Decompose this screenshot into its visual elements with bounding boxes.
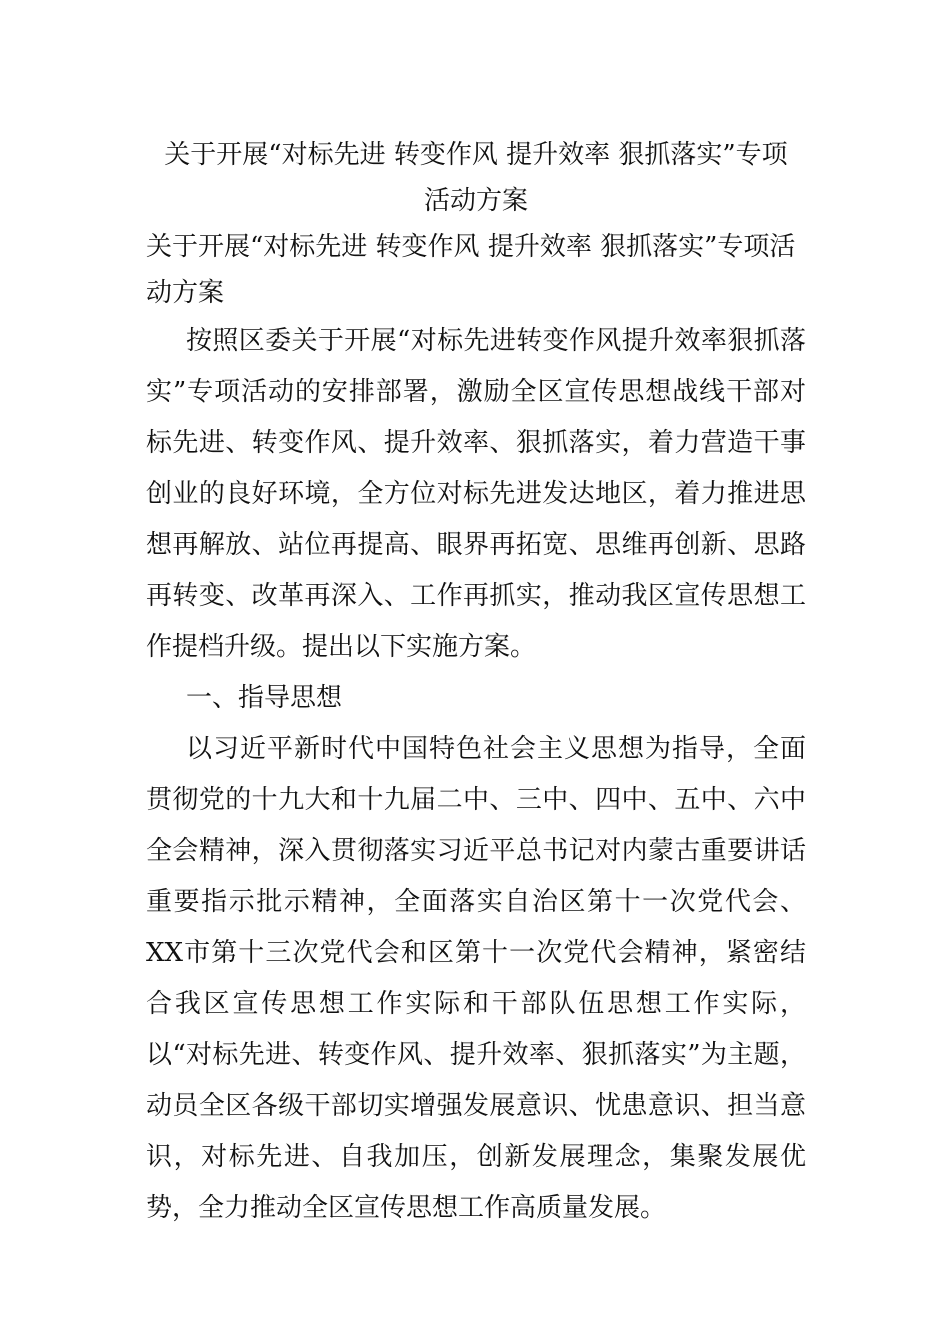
- document-title-line-2: 活动方案: [423, 186, 528, 216]
- document-body: [146, 132, 806, 1234]
- document-subtitle: 关于开展“对标先进 转变作风 提升效率 狠抓落实”专项活动方案: [146, 232, 796, 308]
- document-title-line-1: 关于开展“对标先进 转变作风 提升效率 狠抓落实”专项: [164, 140, 788, 170]
- section-1-heading: 一、指导思想: [186, 683, 343, 713]
- document-title: [146, 132, 806, 224]
- intro-paragraph: 按照区委关于开展“对标先进转变作风提升效率狠抓落实”专项活动的安排部署，激励全区宣传思想战线干部对标先进、转变作风、提升效率、狠抓落实，着力营造干事创业的良好环境，全方位对标先进发达地区，着力推进思想再解放、站位再提高、眼界再拓宽、思维再创新、思路再转变、改革再深入、工作再抓实，推动我区宣传思想工作提档升级。提出以下实施方案。: [146, 326, 806, 662]
- section-1-paragraph: 以习近平新时代中国特色社会主义思想为指导，全面贯彻党的十九大和十九届二中、三中、四中、五中、六中全会精神，深入贯彻落实习近平总书记对内蒙古重要讲话重要指示批示精神，全面落实自治区第十一次党代会、XX市第十三次党代会和区第十一次党代会精神，紧密结合我区宣传思想工作实际和干部队伍思想工作实际，以“对标先进、转变作风、提升效率、狠抓落实”为主题，动员全区各级干部切实增强发展意识、忧患意识、担当意识，对标先进、自我加压，创新发展理念，集聚发展优势，全力推动全区宣传思想工作高质量发展。: [146, 734, 806, 1223]
